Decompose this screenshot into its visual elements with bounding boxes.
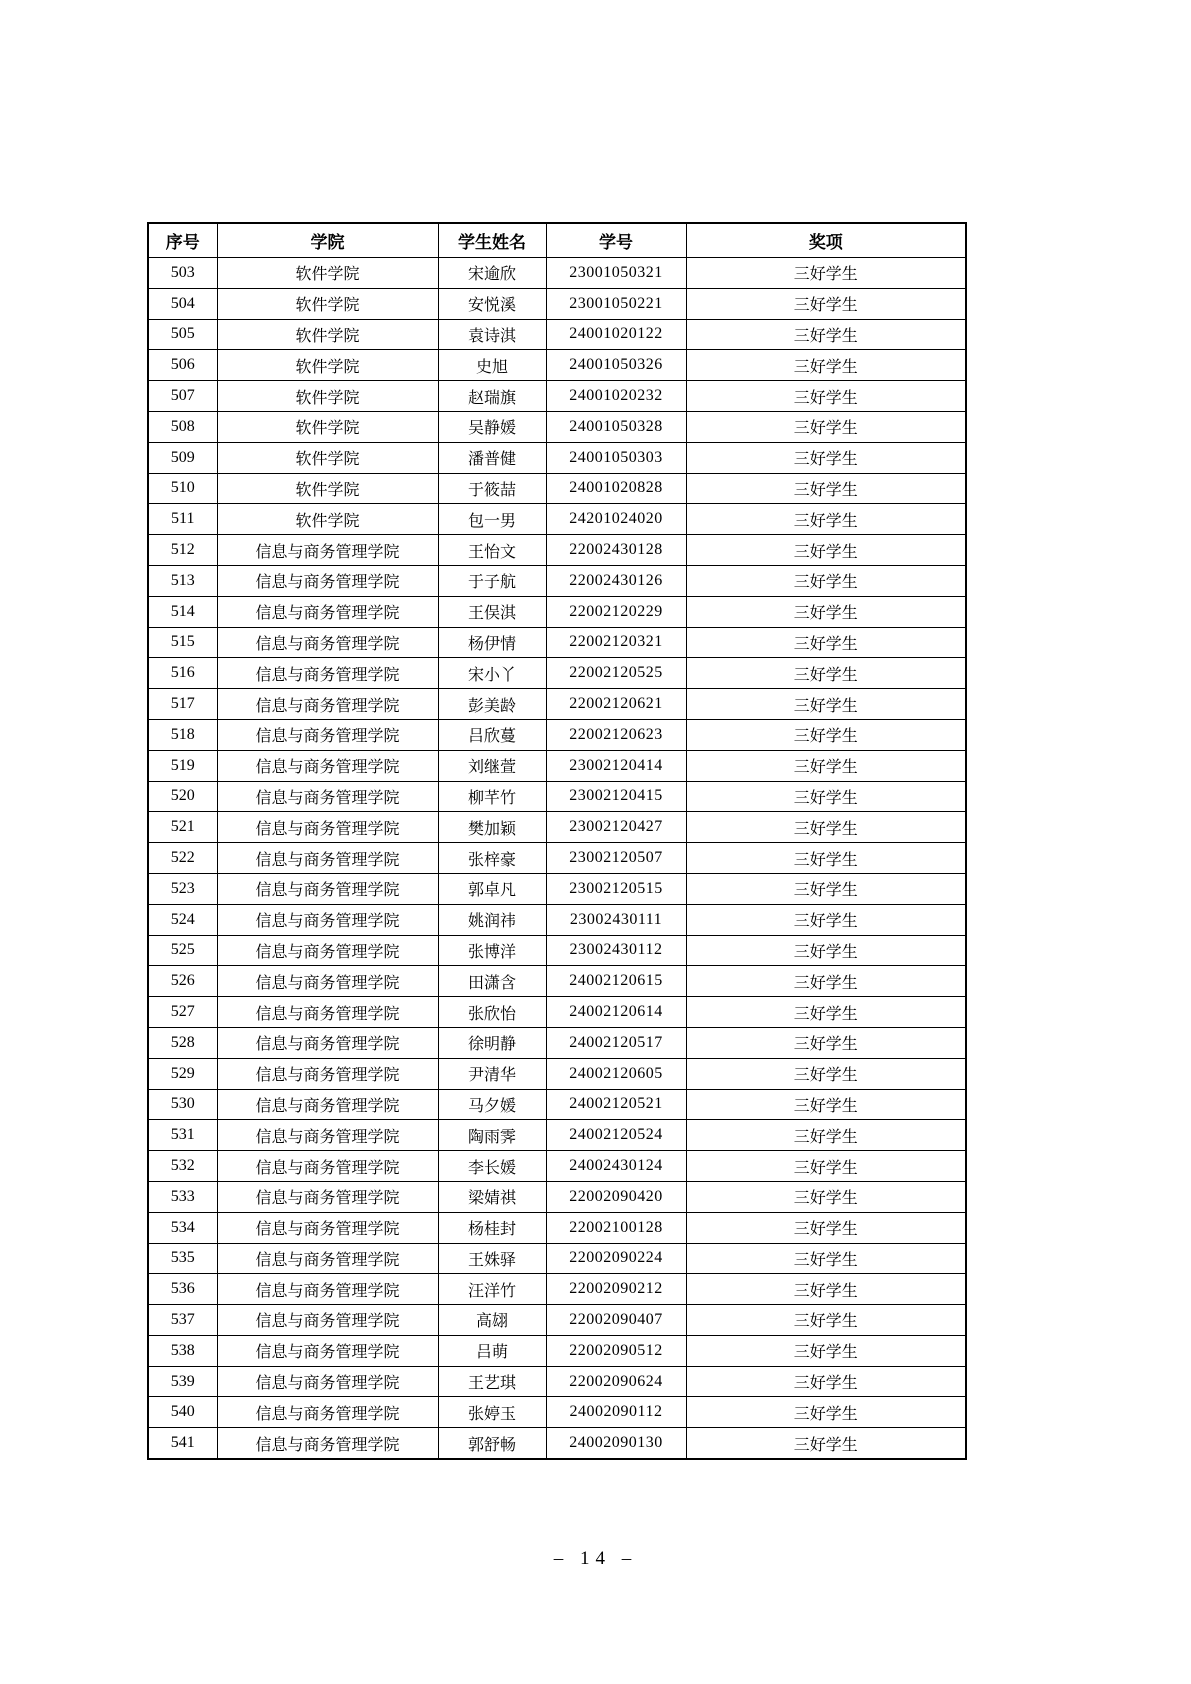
cell-student-id: 22002090420 (546, 1181, 686, 1212)
cell-student-name: 潘普健 (438, 442, 546, 473)
cell-student-name: 李长媛 (438, 1151, 546, 1182)
table-row (148, 1305, 966, 1336)
cell-index: 512 (148, 535, 217, 566)
cell-student-name: 姚润祎 (438, 904, 546, 935)
cell-student-name: 尹清华 (438, 1058, 546, 1089)
cell-college: 信息与商务管理学院 (217, 966, 438, 997)
cell-student-name: 王艺琪 (438, 1366, 546, 1397)
header-cell-student-name: 学生姓名 (438, 223, 546, 258)
table-row (148, 1274, 966, 1305)
table-row (148, 319, 966, 350)
cell-college: 信息与商务管理学院 (217, 596, 438, 627)
cell-index: 503 (148, 258, 217, 289)
cell-student-id: 24002090112 (546, 1397, 686, 1428)
cell-student-name: 张博洋 (438, 935, 546, 966)
cell-student-id: 24201024020 (546, 504, 686, 535)
table-row (148, 750, 966, 781)
cell-student-id: 22002120525 (546, 658, 686, 689)
cell-award: 三好学生 (686, 319, 966, 350)
cell-college: 软件学院 (217, 473, 438, 504)
cell-student-id: 22002120321 (546, 627, 686, 658)
cell-student-id: 22002120621 (546, 689, 686, 720)
cell-college: 信息与商务管理学院 (217, 1120, 438, 1151)
cell-student-id: 24002120614 (546, 997, 686, 1028)
cell-student-id: 24001050303 (546, 442, 686, 473)
cell-student-id: 24002090130 (546, 1428, 686, 1459)
cell-student-id: 24001020828 (546, 473, 686, 504)
cell-index: 526 (148, 966, 217, 997)
cell-student-id: 24002120615 (546, 966, 686, 997)
cell-student-id: 24002120605 (546, 1058, 686, 1089)
cell-award: 三好学生 (686, 258, 966, 289)
cell-index: 527 (148, 997, 217, 1028)
cell-award: 三好学生 (686, 843, 966, 874)
table-row (148, 935, 966, 966)
cell-college: 信息与商务管理学院 (217, 658, 438, 689)
cell-award: 三好学生 (686, 504, 966, 535)
cell-student-name: 史旭 (438, 350, 546, 381)
cell-student-name: 张梓豪 (438, 843, 546, 874)
cell-student-id: 22002120229 (546, 596, 686, 627)
table-row (148, 1027, 966, 1058)
header-cell-index: 序号 (148, 223, 217, 258)
cell-student-name: 宋逾欣 (438, 258, 546, 289)
table-row (148, 1151, 966, 1182)
cell-student-name: 柳芊竹 (438, 781, 546, 812)
cell-index: 540 (148, 1397, 217, 1428)
cell-award: 三好学生 (686, 596, 966, 627)
student-award-table (147, 222, 967, 1460)
table-row (148, 966, 966, 997)
cell-index: 515 (148, 627, 217, 658)
cell-student-id: 24002120517 (546, 1027, 686, 1058)
cell-award: 三好学生 (686, 1089, 966, 1120)
table-body (148, 258, 966, 1460)
table-row (148, 1428, 966, 1459)
cell-student-name: 王怡文 (438, 535, 546, 566)
cell-college: 信息与商务管理学院 (217, 1305, 438, 1336)
cell-student-id: 23002430111 (546, 904, 686, 935)
cell-student-name: 包一男 (438, 504, 546, 535)
cell-college: 软件学院 (217, 411, 438, 442)
cell-student-id: 24002120521 (546, 1089, 686, 1120)
cell-student-name: 张欣怡 (438, 997, 546, 1028)
cell-index: 510 (148, 473, 217, 504)
cell-award: 三好学生 (686, 1212, 966, 1243)
cell-student-id: 24002430124 (546, 1151, 686, 1182)
cell-index: 511 (148, 504, 217, 535)
cell-index: 531 (148, 1120, 217, 1151)
cell-award: 三好学生 (686, 997, 966, 1028)
cell-student-name: 王姝驿 (438, 1243, 546, 1274)
cell-index: 524 (148, 904, 217, 935)
cell-award: 三好学生 (686, 873, 966, 904)
cell-student-name: 马夕媛 (438, 1089, 546, 1120)
header-row (148, 223, 966, 258)
cell-index: 505 (148, 319, 217, 350)
cell-student-name: 郭舒畅 (438, 1428, 546, 1459)
table-row (148, 565, 966, 596)
table-row (148, 473, 966, 504)
cell-college: 信息与商务管理学院 (217, 1397, 438, 1428)
cell-index: 529 (148, 1058, 217, 1089)
cell-student-id: 23002120507 (546, 843, 686, 874)
table-row (148, 350, 966, 381)
cell-college: 信息与商务管理学院 (217, 1274, 438, 1305)
cell-award: 三好学生 (686, 1397, 966, 1428)
cell-award: 三好学生 (686, 1305, 966, 1336)
cell-award: 三好学生 (686, 935, 966, 966)
table-row (148, 1181, 966, 1212)
cell-student-name: 郭卓凡 (438, 873, 546, 904)
cell-student-id: 23001050321 (546, 258, 686, 289)
cell-student-id: 22002090407 (546, 1305, 686, 1336)
cell-index: 508 (148, 411, 217, 442)
cell-student-id: 24001050328 (546, 411, 686, 442)
cell-student-name: 吴静媛 (438, 411, 546, 442)
cell-index: 513 (148, 565, 217, 596)
cell-student-name: 杨桂封 (438, 1212, 546, 1243)
cell-award: 三好学生 (686, 1120, 966, 1151)
cell-student-name: 樊加颖 (438, 812, 546, 843)
cell-index: 504 (148, 288, 217, 319)
cell-college: 信息与商务管理学院 (217, 1212, 438, 1243)
table-row (148, 1243, 966, 1274)
cell-student-id: 23002120414 (546, 750, 686, 781)
cell-index: 518 (148, 719, 217, 750)
cell-college: 信息与商务管理学院 (217, 997, 438, 1028)
page-number: – 14 – (553, 1548, 638, 1569)
cell-student-name: 安悦溪 (438, 288, 546, 319)
cell-award: 三好学生 (686, 381, 966, 412)
cell-student-id: 23001050221 (546, 288, 686, 319)
table-row (148, 288, 966, 319)
cell-award: 三好学生 (686, 1181, 966, 1212)
cell-college: 信息与商务管理学院 (217, 1366, 438, 1397)
cell-college: 软件学院 (217, 381, 438, 412)
cell-index: 535 (148, 1243, 217, 1274)
cell-award: 三好学生 (686, 1366, 966, 1397)
award-table-container (147, 222, 965, 1460)
cell-student-name: 于子航 (438, 565, 546, 596)
header-cell-student-id: 学号 (546, 223, 686, 258)
cell-college: 信息与商务管理学院 (217, 1243, 438, 1274)
cell-index: 538 (148, 1335, 217, 1366)
table-row (148, 689, 966, 720)
table-row (148, 627, 966, 658)
cell-student-name: 梁婧祺 (438, 1181, 546, 1212)
cell-index: 539 (148, 1366, 217, 1397)
header-cell-college: 学院 (217, 223, 438, 258)
cell-award: 三好学生 (686, 689, 966, 720)
cell-award: 三好学生 (686, 1274, 966, 1305)
cell-index: 516 (148, 658, 217, 689)
cell-index: 525 (148, 935, 217, 966)
cell-college: 软件学院 (217, 442, 438, 473)
cell-student-name: 彭美龄 (438, 689, 546, 720)
cell-award: 三好学生 (686, 1335, 966, 1366)
table-row (148, 843, 966, 874)
cell-student-name: 王俣淇 (438, 596, 546, 627)
table-row (148, 719, 966, 750)
cell-index: 521 (148, 812, 217, 843)
table-row (148, 1120, 966, 1151)
cell-college: 信息与商务管理学院 (217, 689, 438, 720)
table-row (148, 381, 966, 412)
cell-college: 信息与商务管理学院 (217, 873, 438, 904)
cell-college: 信息与商务管理学院 (217, 935, 438, 966)
table-row (148, 904, 966, 935)
cell-index: 507 (148, 381, 217, 412)
cell-student-id: 22002090224 (546, 1243, 686, 1274)
cell-index: 528 (148, 1027, 217, 1058)
table-row (148, 658, 966, 689)
table-row (148, 1212, 966, 1243)
cell-index: 517 (148, 689, 217, 720)
cell-student-name: 于筱喆 (438, 473, 546, 504)
cell-award: 三好学生 (686, 288, 966, 319)
cell-award: 三好学生 (686, 1243, 966, 1274)
cell-student-id: 22002090624 (546, 1366, 686, 1397)
table-row (148, 997, 966, 1028)
cell-award: 三好学生 (686, 1027, 966, 1058)
cell-college: 信息与商务管理学院 (217, 627, 438, 658)
cell-college: 信息与商务管理学院 (217, 812, 438, 843)
cell-college: 信息与商务管理学院 (217, 781, 438, 812)
cell-student-name: 赵瑞旗 (438, 381, 546, 412)
table-row (148, 442, 966, 473)
cell-college: 信息与商务管理学院 (217, 904, 438, 935)
table-row (148, 1089, 966, 1120)
cell-college: 信息与商务管理学院 (217, 1027, 438, 1058)
cell-award: 三好学生 (686, 966, 966, 997)
cell-student-name: 吕萌 (438, 1335, 546, 1366)
cell-college: 信息与商务管理学院 (217, 535, 438, 566)
cell-index: 522 (148, 843, 217, 874)
cell-student-id: 22002100128 (546, 1212, 686, 1243)
cell-award: 三好学生 (686, 535, 966, 566)
cell-college: 软件学院 (217, 319, 438, 350)
cell-college: 软件学院 (217, 350, 438, 381)
cell-award: 三好学生 (686, 904, 966, 935)
table-row (148, 1366, 966, 1397)
cell-student-id: 23002120515 (546, 873, 686, 904)
cell-student-id: 24001020122 (546, 319, 686, 350)
cell-student-id: 24001020232 (546, 381, 686, 412)
cell-college: 信息与商务管理学院 (217, 1428, 438, 1459)
cell-college: 信息与商务管理学院 (217, 565, 438, 596)
cell-index: 506 (148, 350, 217, 381)
cell-student-name: 吕欣蔓 (438, 719, 546, 750)
cell-college: 软件学院 (217, 258, 438, 289)
cell-award: 三好学生 (686, 411, 966, 442)
cell-index: 530 (148, 1089, 217, 1120)
cell-award: 三好学生 (686, 1151, 966, 1182)
cell-student-id: 24002120524 (546, 1120, 686, 1151)
table-row (148, 1058, 966, 1089)
cell-award: 三好学生 (686, 350, 966, 381)
cell-college: 信息与商务管理学院 (217, 843, 438, 874)
cell-award: 三好学生 (686, 658, 966, 689)
cell-college: 信息与商务管理学院 (217, 750, 438, 781)
cell-student-name: 徐明静 (438, 1027, 546, 1058)
cell-college: 软件学院 (217, 504, 438, 535)
cell-college: 软件学院 (217, 288, 438, 319)
table-row (148, 535, 966, 566)
table-row (148, 596, 966, 627)
cell-student-id: 22002430126 (546, 565, 686, 596)
cell-student-id: 22002120623 (546, 719, 686, 750)
cell-index: 509 (148, 442, 217, 473)
table-row (148, 411, 966, 442)
cell-college: 信息与商务管理学院 (217, 1335, 438, 1366)
cell-college: 信息与商务管理学院 (217, 1089, 438, 1120)
cell-index: 541 (148, 1428, 217, 1459)
cell-index: 519 (148, 750, 217, 781)
cell-student-id: 23002430112 (546, 935, 686, 966)
cell-index: 520 (148, 781, 217, 812)
cell-college: 信息与商务管理学院 (217, 1058, 438, 1089)
cell-award: 三好学生 (686, 1058, 966, 1089)
cell-college: 信息与商务管理学院 (217, 1151, 438, 1182)
cell-student-name: 田潇含 (438, 966, 546, 997)
cell-student-id: 23002120427 (546, 812, 686, 843)
table-row (148, 1335, 966, 1366)
table-row (148, 812, 966, 843)
cell-award: 三好学生 (686, 473, 966, 504)
cell-student-id: 22002090212 (546, 1274, 686, 1305)
cell-student-name: 刘继萱 (438, 750, 546, 781)
cell-award: 三好学生 (686, 719, 966, 750)
table-row (148, 258, 966, 289)
cell-student-name: 高翃 (438, 1305, 546, 1336)
cell-index: 523 (148, 873, 217, 904)
cell-award: 三好学生 (686, 1428, 966, 1459)
cell-award: 三好学生 (686, 781, 966, 812)
table-row (148, 504, 966, 535)
cell-award: 三好学生 (686, 812, 966, 843)
table-row (148, 1397, 966, 1428)
cell-student-id: 24001050326 (546, 350, 686, 381)
header-cell-award: 奖项 (686, 223, 966, 258)
cell-award: 三好学生 (686, 627, 966, 658)
cell-student-name: 张婷玉 (438, 1397, 546, 1428)
cell-student-name: 袁诗淇 (438, 319, 546, 350)
cell-student-name: 宋小丫 (438, 658, 546, 689)
table-row (148, 873, 966, 904)
cell-index: 532 (148, 1151, 217, 1182)
cell-index: 533 (148, 1181, 217, 1212)
table-row (148, 781, 966, 812)
cell-student-name: 陶雨霁 (438, 1120, 546, 1151)
cell-award: 三好学生 (686, 565, 966, 596)
cell-college: 信息与商务管理学院 (217, 1181, 438, 1212)
cell-index: 534 (148, 1212, 217, 1243)
cell-award: 三好学生 (686, 750, 966, 781)
cell-student-name: 汪洋竹 (438, 1274, 546, 1305)
cell-student-id: 23002120415 (546, 781, 686, 812)
cell-index: 536 (148, 1274, 217, 1305)
cell-student-id: 22002430128 (546, 535, 686, 566)
cell-student-id: 22002090512 (546, 1335, 686, 1366)
cell-index: 537 (148, 1305, 217, 1336)
cell-student-name: 杨伊情 (438, 627, 546, 658)
cell-award: 三好学生 (686, 442, 966, 473)
cell-college: 信息与商务管理学院 (217, 719, 438, 750)
cell-index: 514 (148, 596, 217, 627)
